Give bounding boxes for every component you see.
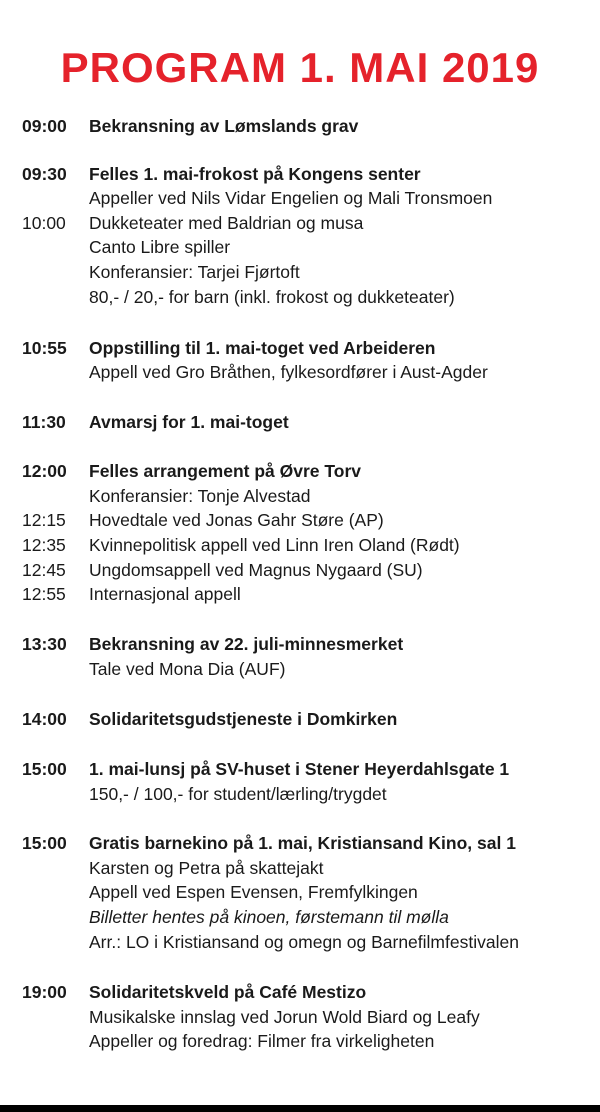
event-description: Arr.: LO i Kristiansand og omegn og Barnefilmfestivalen (89, 932, 519, 952)
event-time: 10:00 (22, 213, 66, 233)
event-time: 12:45 (22, 560, 66, 580)
event-time: 09:30 (22, 164, 67, 184)
event-description: Dukketeater med Baldrian og musa (89, 213, 364, 233)
event-description: 150,- / 100,- for student/lærling/trygdet (89, 784, 387, 804)
event-description: Appeller og foredrag: Filmer fra virkeligheten (89, 1031, 435, 1051)
event-time: 09:00 (22, 116, 67, 136)
event-description: Konferansier: Tarjei Fjørtoft (89, 262, 300, 282)
event-description: Bekransning av Lømslands grav (89, 116, 359, 136)
event-time: 14:00 (22, 709, 67, 729)
event-description: Felles arrangement på Øvre Torv (89, 461, 362, 481)
event-description: Kvinnepolitisk appell ved Linn Iren Oland (Rødt) (89, 535, 460, 555)
event-description: Karsten og Petra på skattejakt (89, 858, 324, 878)
event-description: Tale ved Mona Dia (AUF) (89, 659, 286, 679)
event-time: 15:00 (22, 759, 67, 779)
event-description: Canto Libre spiller (89, 237, 231, 257)
event-time: 15:00 (22, 833, 67, 853)
program-title: PROGRAM 1. MAI 2019 (60, 44, 540, 91)
event-description: Oppstilling til 1. mai-toget ved Arbeideren (89, 338, 436, 358)
event-time: 12:35 (22, 535, 66, 555)
event-description: Musikalske innslag ved Jorun Wold Biard og Leafy (89, 1007, 480, 1027)
event-time: 12:55 (22, 584, 66, 604)
event-description: 80,- / 20,- for barn (inkl. frokost og dukketeater) (89, 287, 455, 307)
event-description: Solidaritetskveld på Café Mestizo (89, 982, 367, 1002)
event-description: Appell ved Espen Evensen, Fremfylkingen (89, 882, 418, 902)
event-description: Solidaritetsgudstjeneste i Domkirken (89, 709, 398, 729)
event-description: Appeller ved Nils Vidar Engelien og Mali Tronsmoen (89, 188, 493, 208)
event-description: Billetter hentes på kinoen, førstemann til mølla (89, 907, 449, 927)
event-description: Appell ved Gro Bråthen, fylkesordfører i Aust-Agder (89, 362, 488, 382)
event-description: Gratis barnekino på 1. mai, Kristiansand Kino, sal 1 (89, 833, 516, 853)
bottom-border (0, 1105, 600, 1112)
event-time: 13:30 (22, 634, 67, 654)
event-description: Internasjonal appell (89, 584, 241, 604)
event-description: Avmarsj for 1. mai-toget (89, 412, 289, 432)
event-description: Ungdomsappell ved Magnus Nygaard (SU) (89, 560, 423, 580)
event-description: Konferansier: Tonje Alvestad (89, 486, 311, 506)
event-time: 10:55 (22, 338, 67, 358)
event-time: 19:00 (22, 982, 67, 1002)
event-time: 12:15 (22, 510, 66, 530)
event-description: Bekransning av 22. juli-minnesmerket (89, 634, 404, 654)
event-description: 1. mai-lunsj på SV-huset i Stener Heyerdahlsgate 1 (89, 759, 510, 779)
event-time: 12:00 (22, 461, 67, 481)
event-time: 11:30 (22, 412, 66, 432)
event-description: Felles 1. mai-frokost på Kongens senter (89, 164, 421, 184)
event-description: Hovedtale ved Jonas Gahr Støre (AP) (89, 510, 384, 530)
